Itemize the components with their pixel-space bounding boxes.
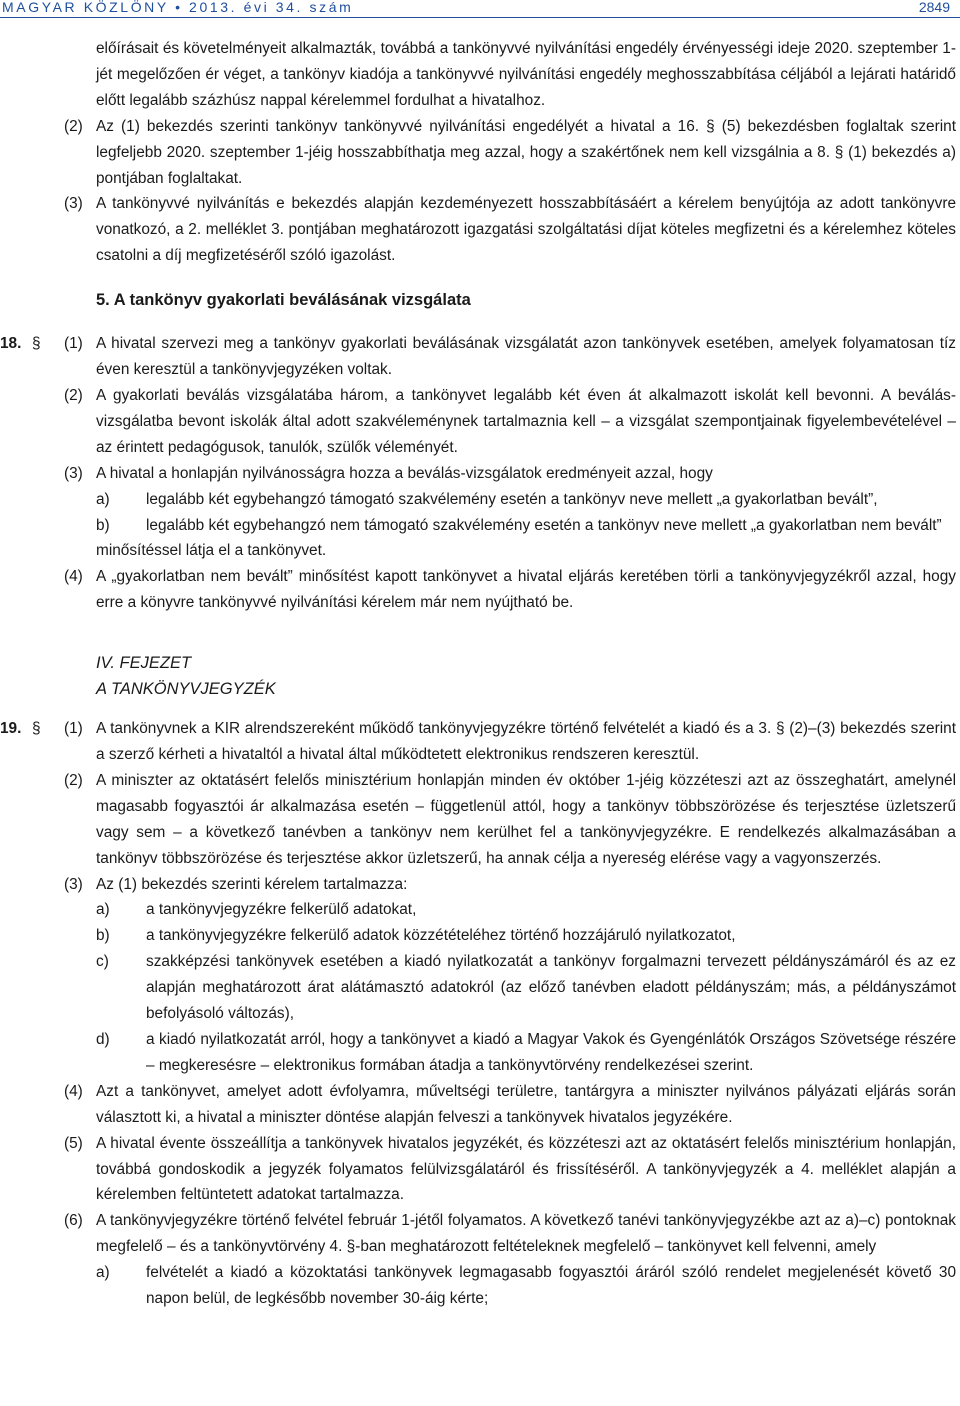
paragraph-number: (1) xyxy=(64,335,83,353)
paragraph-number: (6) xyxy=(64,1212,83,1230)
paragraph-number: (1) xyxy=(64,720,83,738)
item-label: a) xyxy=(96,1264,110,1282)
item-text: a kiadó nyilatkozatát arról, hogy a tankönyvet a kiadó a Magyar Vakok és Gyengénlátók Országos Szövetsége részére – megkeresésre – elektronikus formában átadja a tankönyvtörvény rendelkezései szerint. xyxy=(146,1031,956,1074)
item-text: a tankönyvjegyzékre felkerülő adatok közzétételéhez történő hozzájáruló nyilatkozatot, xyxy=(146,927,736,945)
item-text: felvételét a kiadó a közoktatási tankönyvek legmagasabb fogyasztói áráról szóló rendelet megjelenését követő 30 napon belül, de legkésőbb november 30-áig kérte; xyxy=(146,1264,956,1308)
paragraph-text: A hivatal szervezi meg a tankönyv gyakorlati beválásának vizsgálatát azon tankönyvek esetében, amelyek folyamatosan tíz éven keresztül a tankönyvjegyzéken voltak. xyxy=(96,335,956,379)
paragraph-number: (2) xyxy=(64,117,83,135)
item-label: d) xyxy=(96,1031,110,1048)
s18-paragraph-3-tail: minősítéssel látja el a tankönyvet. xyxy=(96,542,327,560)
header-rule xyxy=(0,17,960,18)
list-item xyxy=(0,949,960,1027)
s18-paragraph-4 xyxy=(0,564,960,616)
section-symbol: § xyxy=(32,335,41,353)
paragraph-3 xyxy=(0,191,960,269)
publication-title: MAGYAR KÖZLÖNY • 2013. évi 34. szám xyxy=(2,0,354,15)
paragraph-text: A tankönyvjegyzékre történő felvétel február 1-jétől folyamatos. A következő tanévi tankönyvjegyzékbe azt az a)–c) pontoknak megfelelő – és a tankönyvtörvény 4. §-ban meghatározott feltételeknek megfelelő – tankönyvet kell felvenni, amely xyxy=(96,1212,956,1256)
list-item xyxy=(0,1260,960,1312)
s19-paragraph-4 xyxy=(0,1079,960,1131)
list-item xyxy=(0,513,960,539)
paragraph-number: (4) xyxy=(64,568,83,586)
s19-paragraph-1 xyxy=(0,716,960,768)
list-item xyxy=(0,923,960,949)
paragraph-text: A hivatal évente összeállítja a tankönyvek hivatalos jegyzékét, és közzéteszi azt az oktatásért felelős minisztérium honlapján, továbbá gondoskodik a jegyzék folyamatos felülvizsgálatáról és frissítéséről. A tankönyvjegyzék a 4. melléklet alapján a kérelemben feltüntetett adatokat tartalmazza. xyxy=(96,1134,956,1204)
paragraph-text: Az (1) bekezdés szerinti tankönyv tankönyvvé nyilvánítási engedélyét a hivatal a 16. § (5) bekezdésben foglaltak szerint legfeljebb 2020. szeptember 1-jéig hosszabbíthatja meg azzal, hogy a szakértőnek nem kell vizsgálnia a 8. § (1) bekezdés a) pontjában foglaltakat. xyxy=(96,117,956,187)
item-label: a) xyxy=(96,901,110,919)
paragraph-text: A tankönyvvé nyilvánítás e bekezdés alapján kezdeményezett hosszabbításáért a kérelem benyújtója az adott tankönyvre vonatkozó, a 2. melléklet 3. pontjában meghatározott igazgatási szolgáltatási díjat köteles megfizetni és a kérelemhez köteles csatolni a díj megfizetéséről szóló igazolást. xyxy=(96,195,956,265)
paragraph-number: (3) xyxy=(64,464,83,482)
paragraph-number: (2) xyxy=(64,771,83,789)
s19-paragraph-2 xyxy=(0,768,960,872)
paragraph-number: (2) xyxy=(64,386,83,404)
s18-paragraph-2 xyxy=(0,383,960,461)
paragraph-continuation: előírásait és követelményeit alkalmazták, továbbá a tankönyvvé nyilvánítási engedély érvényességi ideje 2020. szeptember 1-jét megelőzően ér véget, a tankönyv kiadója a tankönyvvé nyilvánítási engedély meghosszabbítása céljából a lejárati határidő előtt legalább százhúsz nappal kérelemmel fordulhat a hivatalhoz. xyxy=(96,40,956,109)
paragraph-2 xyxy=(0,114,960,192)
item-label: a) xyxy=(96,490,110,508)
s19-paragraph-3 xyxy=(0,872,960,898)
page-content xyxy=(0,36,960,1312)
section-number: 18. xyxy=(0,335,22,353)
s19-paragraph-6 xyxy=(0,1208,960,1260)
paragraph-number: (3) xyxy=(64,875,83,893)
list-item xyxy=(0,897,960,923)
page-number: 2849 xyxy=(918,0,950,15)
item-label: b) xyxy=(96,516,110,534)
item-label: b) xyxy=(96,927,110,945)
paragraph-text: A miniszter az oktatásért felelős minisztérium honlapján minden év október 1-jéig közzéteszi azt az összeghatárt, amelynél magasabb fogyasztói ár alkalmazása esetén – függetlenül attól, hogy a tankönyv többszörözése és terjesztése üzletszerű vagy sem – a következő tanévben a tankönyv nem kerülhet fel a tankönyvjegyzékre. E rendelkezés alkalmazásában a tankönyv többszörözése és terjesztése akkor üzletszerű, ha annak célja a nyereség elérése vagy a vagyonszerzés. xyxy=(96,771,956,867)
s18-paragraph-3 xyxy=(0,461,960,487)
paragraph-number: (3) xyxy=(64,195,83,213)
paragraph-text: A gyakorlati beválás vizsgálatába három, a tankönyvet legalább két éven át alkalmazott iskolát kell bevonni. A beválás-vizsgálatba bevont iskolák által adott szakvéleménynek tartalmaznia kell – a vizsgálat szempontjainak figyelembevételével – az érintett pedagógusok, tanulók, szülők véleményét. xyxy=(96,386,956,456)
chapter-number: IV. FEJEZET xyxy=(96,654,192,673)
page-header xyxy=(0,0,960,17)
paragraph-text: Az (1) bekezdés szerinti kérelem tartalmazza: xyxy=(96,875,408,893)
item-text: legalább két egybehangzó támogató szakvélemény esetén a tankönyv neve mellett „a gyakorlatban bevált”, xyxy=(146,490,878,508)
item-label: c) xyxy=(96,953,109,971)
section-heading: 5. A tankönyv gyakorlati beválásának vizsgálata xyxy=(96,291,471,310)
paragraph-number: (5) xyxy=(64,1134,83,1152)
section-number: 19. xyxy=(0,720,22,738)
paragraph-text: A tankönyvnek a KIR alrendszereként működő tankönyvjegyzékre történő felvételét a kiadó és a 3. § (2)–(3) bekezdés szerint a szerző kérheti a hivataltól a hivatal által működtetett elektronikus rendszeren keresztül. xyxy=(96,720,956,764)
item-text: legalább két egybehangzó nem támogató szakvélemény esetén a tankönyv neve mellett „a gyakorlatban nem bevált” xyxy=(146,516,942,534)
list-item xyxy=(0,1027,960,1079)
item-text: a tankönyvjegyzékre felkerülő adatokat, xyxy=(146,901,417,919)
s18-paragraph-1 xyxy=(0,331,960,383)
paragraph-number: (4) xyxy=(64,1082,83,1100)
section-symbol: § xyxy=(32,720,41,738)
s19-paragraph-5 xyxy=(0,1131,960,1209)
item-text: szakképzési tankönyvek esetében a kiadó nyilatkozatát a tankönyv forgalmazni tervezett példányszámáról és az ez alapján meghatározott árat alátámasztó adatokról (az előző tanévben eladott példányszám; más, a példányszámot befolyásoló változás), xyxy=(146,953,956,1023)
paragraph-text: A hivatal a honlapján nyilvánosságra hozza a beválás-vizsgálatok eredményeit azzal, hogy xyxy=(96,464,713,482)
chapter-title: A TANKÖNYVJEGYZÉK xyxy=(96,680,276,699)
chapter-heading xyxy=(0,650,960,702)
list-item xyxy=(0,487,960,513)
paragraph-text: A „gyakorlatban nem bevált” minősítést kapott tankönyvet a hivatal eljárás keretében törli a tankönyvjegyzékről azzal, hogy erre a könyvre tankönyvvé nyilvánítási kérelem már nem nyújtható be. xyxy=(96,568,956,612)
paragraph-text: Azt a tankönyvet, amelyet adott évfolyamra, műveltségi területre, tantárgyra a miniszter nyilvános pályázati eljárás során választott ki, a hivatal a miniszter döntése alapján felveszi a tankönyvek hivatalos jegyzékére. xyxy=(96,1082,956,1126)
